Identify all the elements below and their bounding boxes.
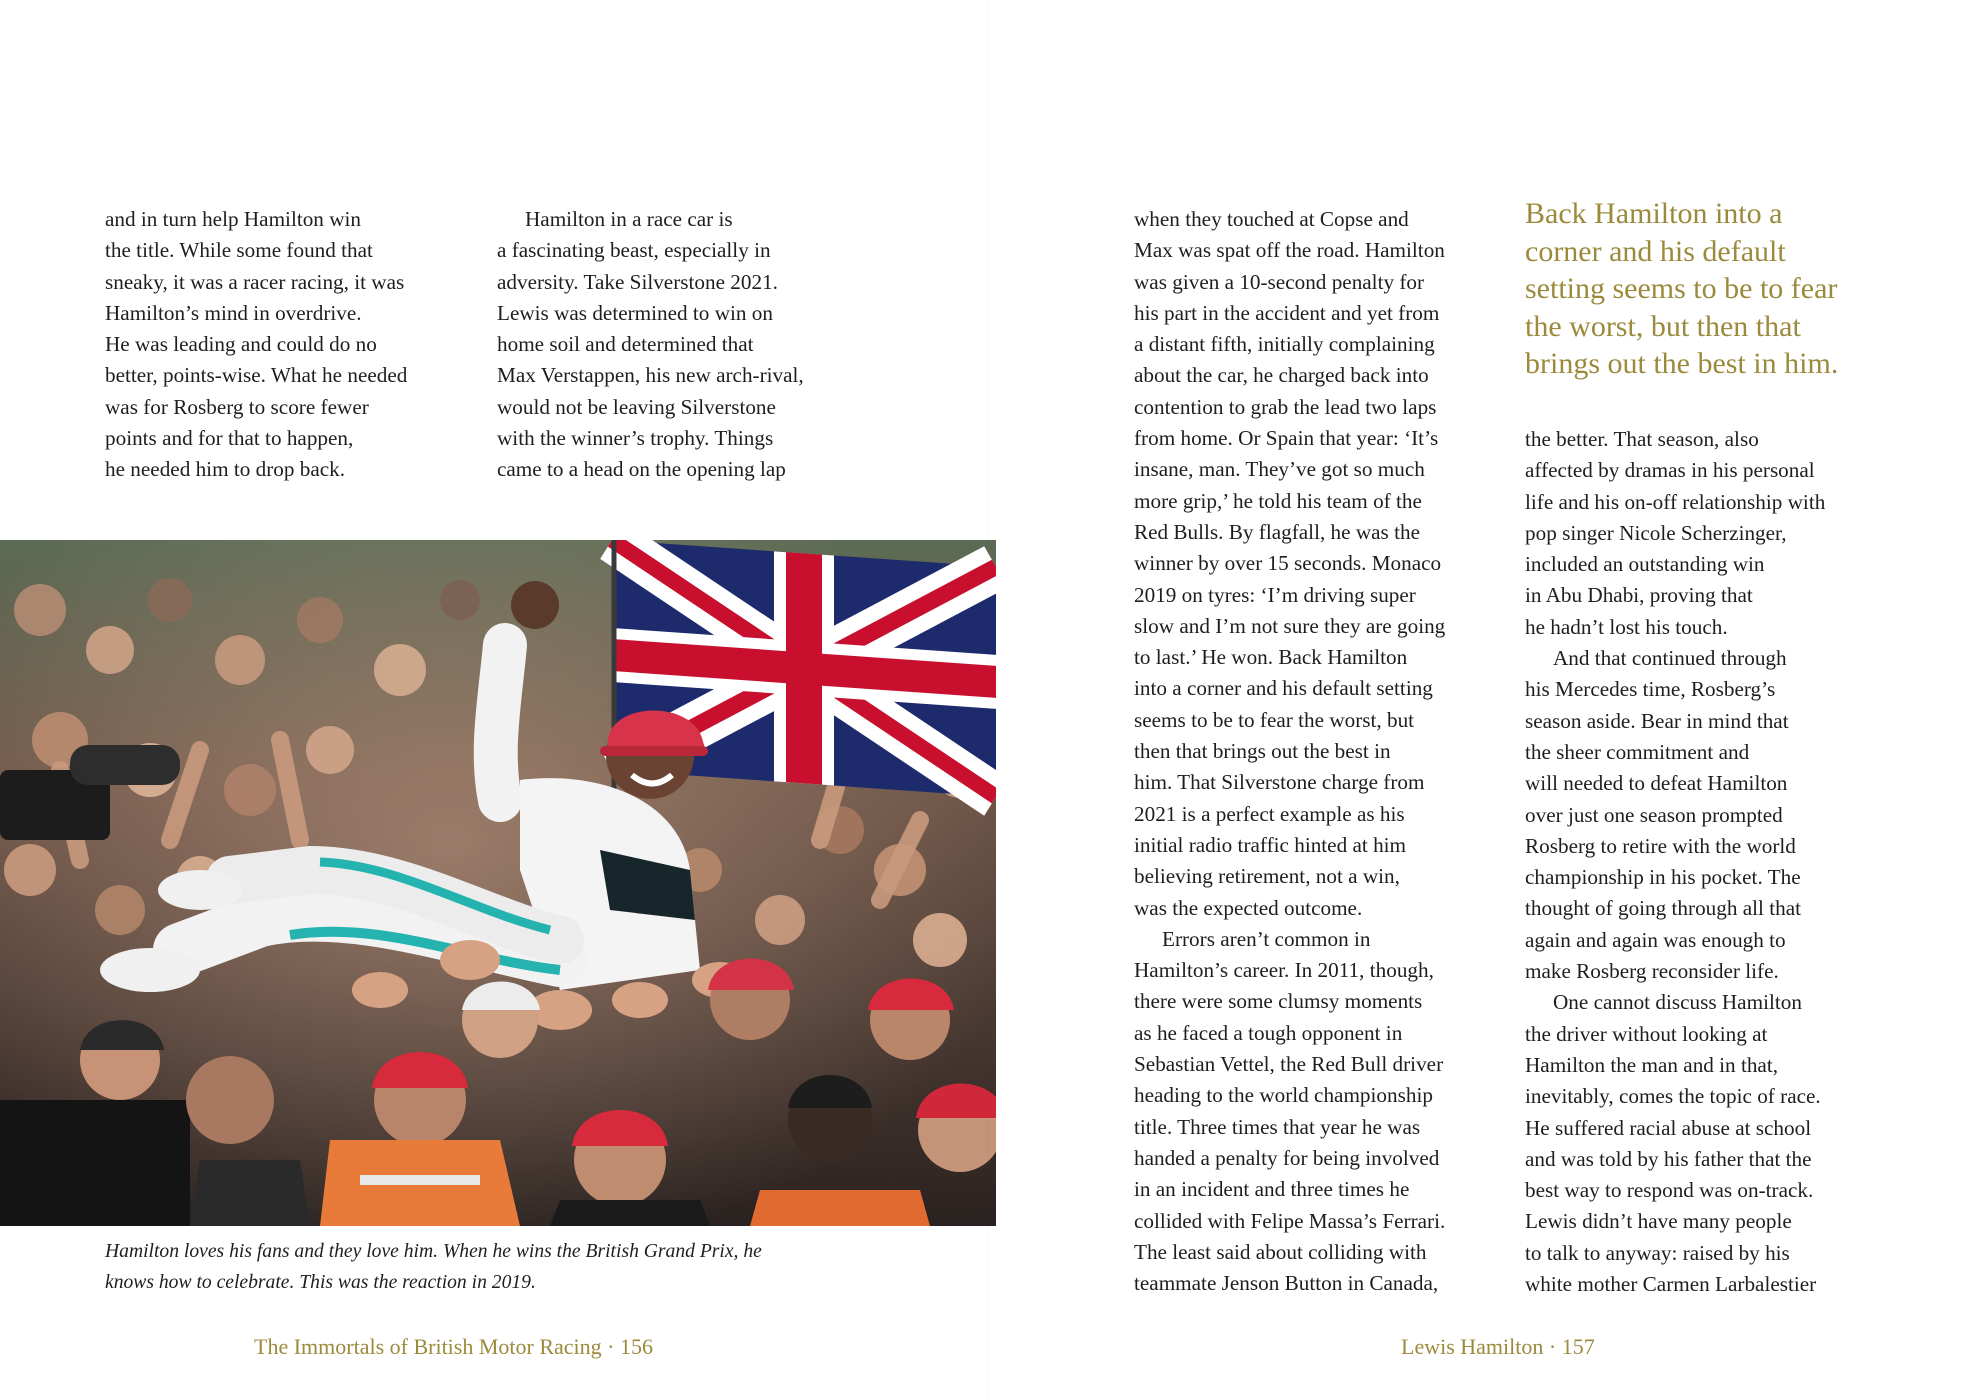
- text-line: He suffered racial abuse at school: [1525, 1115, 1812, 1140]
- text-line: into a corner and his default setting: [1134, 676, 1433, 701]
- text-line: he needed him to drop back.: [105, 457, 346, 482]
- text-line: The least said about colliding with: [1134, 1239, 1427, 1264]
- text-line: make Rosberg reconsider life.: [1525, 959, 1779, 984]
- text-line: Sebastian Vettel, the Red Bull driver: [1134, 1052, 1444, 1077]
- text-line: better, points-wise. What he needed: [105, 363, 408, 388]
- text-line: sneaky, it was a racer racing, it was: [105, 269, 405, 294]
- text-line: initial radio traffic hinted at him: [1134, 832, 1407, 857]
- pull-quote-line: setting seems to be to fear: [1525, 272, 1838, 306]
- text-line: would not be leaving Silverstone: [497, 394, 776, 419]
- text-line: was the expected outcome.: [1134, 895, 1363, 920]
- text-line: from home. Or Spain that year: ‘It’s: [1134, 426, 1439, 451]
- page-footer-left: The Immortals of British Motor Racing · 156: [254, 1334, 653, 1359]
- text-line: his Mercedes time, Rosberg’s: [1525, 677, 1776, 702]
- text-line: a fascinating beast, especially in: [497, 238, 771, 263]
- text-line: affected by dramas in his personal: [1525, 458, 1815, 483]
- text-line: life and his on-off relationship with: [1525, 489, 1826, 514]
- right-page-column-1: [1134, 204, 1514, 1299]
- text-line: over just one season prompted: [1525, 802, 1783, 827]
- text-line: to last.’ He won. Back Hamilton: [1134, 645, 1408, 670]
- text-line: thought of going through all that: [1525, 896, 1801, 921]
- text-line: points and for that to happen,: [105, 426, 354, 451]
- text-line: One cannot discuss Hamilton: [1553, 990, 1802, 1015]
- text-line: in Abu Dhabi, proving that: [1525, 583, 1753, 608]
- text-line: Hamilton’s mind in overdrive.: [105, 300, 362, 325]
- text-line: 2019 on tyres: ‘I’m driving super: [1134, 582, 1416, 607]
- pull-quote: [1525, 195, 1945, 383]
- text-line: Max Verstappen, his new arch-rival,: [497, 363, 804, 388]
- text-line: Red Bulls. By flagfall, he was the: [1134, 519, 1420, 544]
- text-line: Hamilton in a race car is: [525, 207, 733, 231]
- text-line: Rosberg to retire with the world: [1525, 833, 1796, 858]
- text-line: Lewis didn’t have many people: [1525, 1209, 1792, 1234]
- text-line: in an incident and three times he: [1134, 1177, 1410, 1202]
- caption-line: knows how to celebrate. This was the reaction in 2019.: [105, 1272, 536, 1293]
- text-line: collided with Felipe Massa’s Ferrari.: [1134, 1208, 1446, 1233]
- text-line: Lewis was determined to win on: [497, 300, 773, 325]
- right-page: [988, 0, 1976, 1400]
- crowd-celebration-photo: [0, 540, 996, 1226]
- text-line: title. Three times that year he was: [1134, 1114, 1421, 1139]
- text-line: pop singer Nicole Scherzinger,: [1525, 520, 1787, 545]
- text-line: And that continued through: [1553, 646, 1787, 671]
- photo-caption: [105, 1236, 865, 1298]
- text-line: when they touched at Copse and: [1134, 207, 1409, 231]
- caption-line: Hamilton loves his fans and they love him. When he wins the British Grand Prix, he: [105, 1241, 762, 1262]
- text-line: will needed to defeat Hamilton: [1525, 771, 1788, 796]
- pull-quote-line: Back Hamilton into a: [1525, 197, 1783, 230]
- text-line: included an outstanding win: [1525, 552, 1765, 577]
- text-line: winner by over 15 seconds. Monaco: [1134, 551, 1442, 576]
- text-line: 2021 is a perfect example as his: [1134, 801, 1405, 826]
- text-line: more grip,’ he told his team of the: [1134, 488, 1422, 513]
- text-line: about the car, he charged back into: [1134, 363, 1429, 388]
- text-line: white mother Carmen Larbalestier: [1525, 1272, 1817, 1297]
- text-line: there were some clumsy moments: [1134, 989, 1423, 1014]
- text-line: seems to be to fear the worst, but: [1134, 707, 1415, 732]
- text-line: a distant fifth, initially complaining: [1134, 332, 1435, 357]
- text-line: season aside. Bear in mind that: [1525, 708, 1789, 733]
- text-line: the better. That season, also: [1525, 427, 1759, 451]
- pull-quote-line: brings out the best in him.: [1525, 347, 1839, 381]
- text-line: and was told by his father that the: [1525, 1146, 1812, 1171]
- text-line: was for Rosberg to score fewer: [105, 394, 369, 419]
- text-line: handed a penalty for being involved: [1134, 1145, 1440, 1170]
- text-line: home soil and determined that: [497, 332, 754, 357]
- text-line: championship in his pocket. The: [1525, 865, 1801, 890]
- text-line: Hamilton’s career. In 2011, though,: [1134, 958, 1434, 983]
- text-line: his part in the accident and yet from: [1134, 300, 1440, 325]
- text-line: he hadn’t lost his touch.: [1525, 614, 1728, 639]
- text-line: with the winner’s trophy. Things: [497, 426, 774, 451]
- text-line: best way to respond was on-track.: [1525, 1178, 1814, 1203]
- pull-quote-line: the worst, but then that: [1525, 309, 1801, 343]
- text-line: Errors aren’t common in: [1162, 926, 1371, 951]
- text-line: then that brings out the best in: [1134, 739, 1391, 764]
- text-line: was given a 10-second penalty for: [1134, 269, 1425, 294]
- text-line: teammate Jenson Button in Canada,: [1134, 1271, 1439, 1296]
- text-line: again and again was enough to: [1525, 927, 1786, 952]
- text-line: the driver without looking at: [1525, 1021, 1768, 1046]
- text-line: the title. While some found that: [105, 238, 373, 263]
- text-line: him. That Silverstone charge from: [1134, 770, 1425, 795]
- pull-quote-line: corner and his default: [1525, 234, 1786, 268]
- text-line: to talk to anyway: raised by his: [1525, 1240, 1790, 1265]
- text-line: came to a head on the opening lap: [497, 457, 786, 482]
- text-line: heading to the world championship: [1134, 1083, 1433, 1108]
- text-line: slow and I’m not sure they are going: [1134, 613, 1446, 638]
- text-line: the sheer commitment and: [1525, 739, 1750, 764]
- text-line: insane, man. They’ve got so much: [1134, 457, 1425, 482]
- text-line: inevitably, comes the topic of race.: [1525, 1084, 1821, 1109]
- left-page-column-2: [497, 204, 877, 486]
- text-line: adversity. Take Silverstone 2021.: [497, 269, 778, 294]
- text-line: and in turn help Hamilton win: [105, 207, 361, 231]
- text-line: contention to grab the lead two laps: [1134, 394, 1437, 419]
- text-line: Hamilton the man and in that,: [1525, 1052, 1779, 1077]
- text-line: Max was spat off the road. Hamilton: [1134, 238, 1445, 263]
- page-footer-right: Lewis Hamilton · 157: [1401, 1334, 1595, 1359]
- right-page-column-2: [1525, 424, 1925, 1300]
- left-page-column-1: [105, 204, 485, 486]
- text-line: He was leading and could do no: [105, 332, 377, 357]
- text-line: as he faced a tough opponent in: [1134, 1020, 1403, 1045]
- text-line: believing retirement, not a win,: [1134, 864, 1400, 889]
